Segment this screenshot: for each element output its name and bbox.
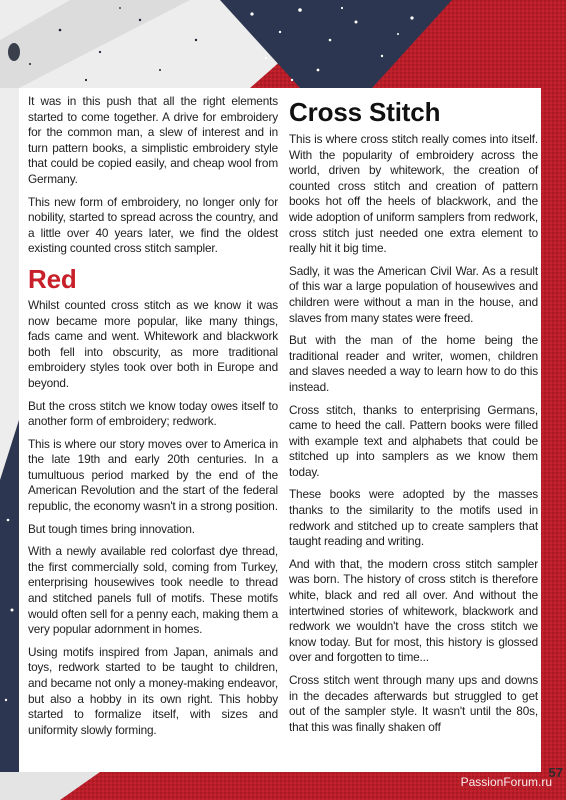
left-column	[28, 94, 278, 745]
paragraph: Sadly, it was the American Civil War. As a result of this war a large population of housewives and children were without a man in the house, and slaves from many states were freed.	[289, 263, 538, 325]
paragraph: Cross stitch, thanks to enterprising Germans, came to heed the call. Pattern books were filled with example text and alphabets that could be stitched up into samplers as we know them today.	[289, 402, 538, 479]
watermark: PassionForum.ru	[460, 775, 552, 789]
paragraph: But the cross stitch we know today owes itself to another form of embroidery; redwork.	[28, 398, 278, 429]
paragraph: This new form of embroidery, no longer only for nobility, started to spread across the country, and a little over 40 years later, we find the oldest existing counted cross stitch sampler.	[28, 194, 278, 256]
paragraph: Using motifs inspired from Japan, animals and toys, redwork started to be taught to children, and became not only a money-making endeavor, but also a hobby in its own right. This hobby started to formalize itself, with sizes and uniformity slowly forming.	[28, 644, 278, 737]
paragraph: These books were adopted by the masses thanks to the similarity to the motifs used in redwork and stitched up to create samplers that taught reading and writing.	[289, 487, 538, 549]
paragraph: Cross stitch went through many ups and downs in the decades afterwards but struggled to get out of the sampler style. It wasn't until the 80s, that this was finally shaken off	[289, 673, 538, 734]
paragraph: But with the man of the home being the traditional reader and writer, women, children and slaves needed a way to learn how to do this instead.	[289, 333, 538, 394]
paragraph: Whilst counted cross stitch as we know it was now became more popular, like many things, fads came and went. Whitework and blackwork both fell into obscurity, as more traditional embroidery styles took over both in Europe and beyond.	[28, 297, 278, 390]
article-panel	[19, 88, 541, 772]
paragraph: With a newly available red colorfast dye thread, the first commercially sold, coming from Turkey, enterprising housewives took needle to thread and stitched panels full of motifs. These motifs would often sell for a penny each, making them a very popular adornment in homes.	[28, 544, 278, 637]
paragraph: And with that, the modern cross stitch sampler was born. The history of cross stitch is therefore white, black and red all over. And without the intertwined stories of whitework, blackwork and redwork we wouldn't have the cross stitch we know today. But for most, this history is glossed over and forgotten to time...	[289, 556, 538, 665]
paragraph: This is where cross stitch really comes into itself. With the popularity of embroidery across the world, driven by whitework, the creation of counted cross stitch and creation of pattern books hot off the heels of blackwork, and the wide adoption of uniform samplers from redwork, cross stitch just needed one extra element to really hit it big time.	[289, 132, 538, 256]
section-heading-red: Red	[28, 263, 77, 294]
right-column	[289, 94, 538, 742]
section-heading-cross-stitch: Cross Stitch	[289, 97, 441, 127]
paragraph: But tough times bring innovation.	[28, 521, 195, 536]
paragraph: It was in this push that all the right elements started to come together. A drive for embroidery for the common man, a slew of interest and in turn pattern books, a simplistic embroidery style that could be copied easily, and cheap wool from Germany.	[28, 94, 278, 186]
paragraph: This is where our story moves over to America in the late 19th and early 20th centuries. In a tumultuous period marked by the end of the American Revolution and the start of the federal republic, the economy wasn't in a strong position.	[28, 436, 278, 514]
page-number: 57	[548, 765, 563, 780]
